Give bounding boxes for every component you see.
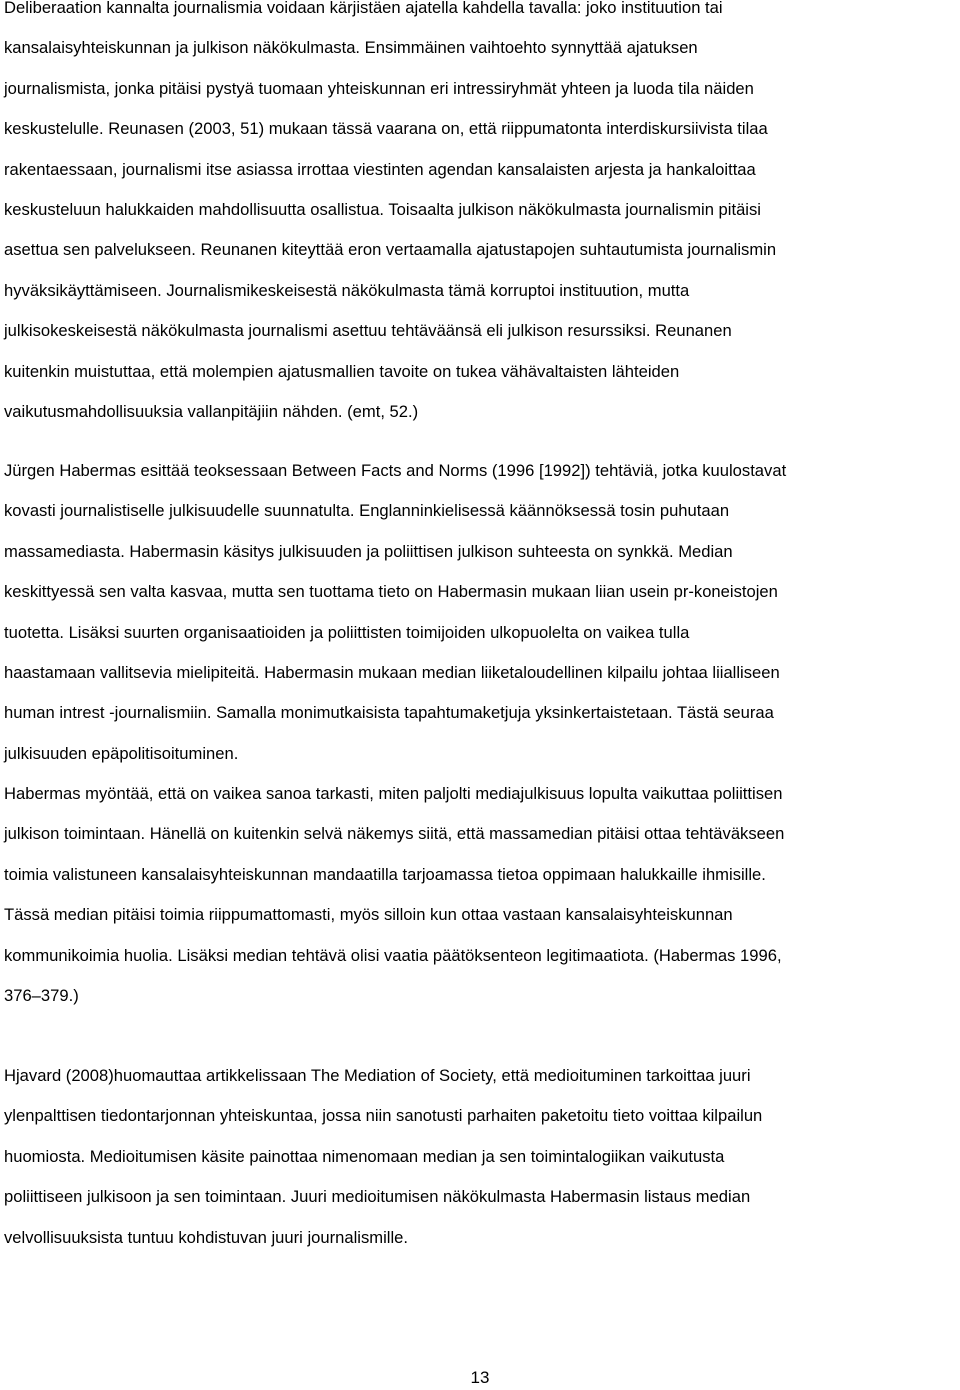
text-line: asettua sen palvelukseen. Reunanen kiteyttää eron vertaamalla ajatustapojen suhtautumista journalismin [4, 240, 777, 260]
page-number: 13 [470, 1368, 490, 1387]
text-line: kovasti journalistiselle julkisuudelle suunnatulta. Englanninkielisessä käännöksessä tosin puhutaan [4, 501, 730, 521]
paragraph-deliberation [4, 0, 956, 432]
text-line: julkisuuden epäpolitisoituminen. [4, 743, 239, 763]
paragraph-habermas-facts-norms [4, 451, 956, 774]
text-line: kommunikoimia huolia. Lisäksi median tehtävä olisi vaatia päätöksenteon legitimaatiota. (Habermas 1996, [4, 945, 782, 965]
text-line: kansalaisyhteiskunnan ja julkison näkökulmasta. Ensimmäinen vaihtoehto synnyttää ajatuksen [4, 38, 698, 58]
text-line: tuotetta. Lisäksi suurten organisaatioiden ja poliittisten toimijoiden ulkopuolelta on vaikea tulla [4, 622, 690, 642]
paragraph-hjavard-mediation [4, 1056, 956, 1258]
text-line: Hjavard (2008)huomauttaa artikkelissaan The Mediation of Society, että medioituminen tarkoittaa juuri [4, 1066, 751, 1085]
text-line: keskusteluun halukkaiden mahdollisuutta osallistua. Toisaalta julkison näkökulmasta journalismin pitäisi [4, 199, 761, 219]
text-line: toimia valistuneen kansalaisyhteiskunnan mandaatilla tarjoamassa tietoa oppimaan halukkaille ihmisille. [4, 864, 766, 884]
text-line: Jürgen Habermas esittää teoksessaan Between Facts and Norms (1996 [1992]) tehtäviä, jotka kuulostavat [4, 461, 787, 480]
text-line: poliittiseen julkisoon ja sen toimintaan. Juuri medioitumisen näkökulmasta Habermasin listaus median [4, 1187, 751, 1207]
text-line: Deliberaation kannalta journalismia voidaan kärjistäen ajatella kahdella tavalla: joko instituution tai [4, 0, 723, 17]
text-line: massamediasta. Habermasin käsitys julkisuuden ja poliittisen julkison suhteesta on synkkä. Median [4, 541, 733, 561]
text-line: velvollisuuksista tuntuu kohdistuvan juuri journalismille. [4, 1227, 408, 1247]
text-line: keskittyessä sen valta kasvaa, mutta sen tuottama tieto on Habermasin mukaan liian usein pr-koneistojen [4, 582, 778, 602]
text-line: ylenpalttisen tiedontarjonnan yhteiskuntaa, jossa niin sanotusti parhaiten paketoitu tieto voittaa kilpailun [4, 1106, 763, 1126]
text-line: julkison toimintaan. Hänellä on kuitenkin selvä näkemys siitä, että massamedian pitäisi ottaa tehtäväkseen [4, 824, 785, 844]
text-line: human intrest -journalismiin. Samalla monimutkaisista tapahtumaketjuja yksinkertaistetaan. Tästä seuraa [4, 703, 774, 723]
text-line: keskustelulle. Reunasen (2003, 51) mukaan tässä vaarana on, että riippumatonta interdiskursiivista tilaa [4, 119, 768, 139]
text-line: rakentaessaan, journalismi itse asiassa irrottaa viestinten agendan kansalaisten arjesta ja hankaloittaa [4, 159, 756, 179]
text-line: 376–379.) [4, 985, 79, 1005]
text-line: kuitenkin muistuttaa, että molempien ajatusmallien tavoite on tukea vähävaltaisten lähteiden [4, 361, 680, 381]
text-line: haastamaan vallitsevia mielipiteitä. Habermasin mukaan median liiketaloudellinen kilpailu johtaa liialliseen [4, 662, 780, 682]
text-line: journalismista, jonka pitäisi pystyä tuomaan yhteiskunnan eri intressiryhmät yhteen ja luoda tila näiden [4, 78, 754, 98]
paragraph-habermas-media-role [4, 774, 956, 1016]
text-line: vaikutusmahdollisuuksia vallanpitäjiin nähden. (emt, 52.) [4, 401, 419, 421]
text-line: huomiosta. Medioitumisen käsite painottaa nimenomaan median ja sen toimintalogiikan vaikutusta [4, 1146, 725, 1166]
text-line: julkisokeskeisestä näkökulmasta journalismi asettuu tehtäväänsä eli julkison resurssiksi. Reunanen [4, 321, 732, 341]
text-line: hyväksikäyttämiseen. Journalismikeskeisestä näkökulmasta tämä korruptoi instituution, mutta [4, 280, 690, 300]
text-line: Tässä median pitäisi toimia riippumattomasti, myös silloin kun ottaa vastaan kansalaisyhteiskunnan [4, 905, 733, 925]
text-line: Habermas myöntää, että on vaikea sanoa tarkasti, miten paljolti mediajulkisuus lopulta vaikuttaa poliittisen [4, 784, 783, 803]
